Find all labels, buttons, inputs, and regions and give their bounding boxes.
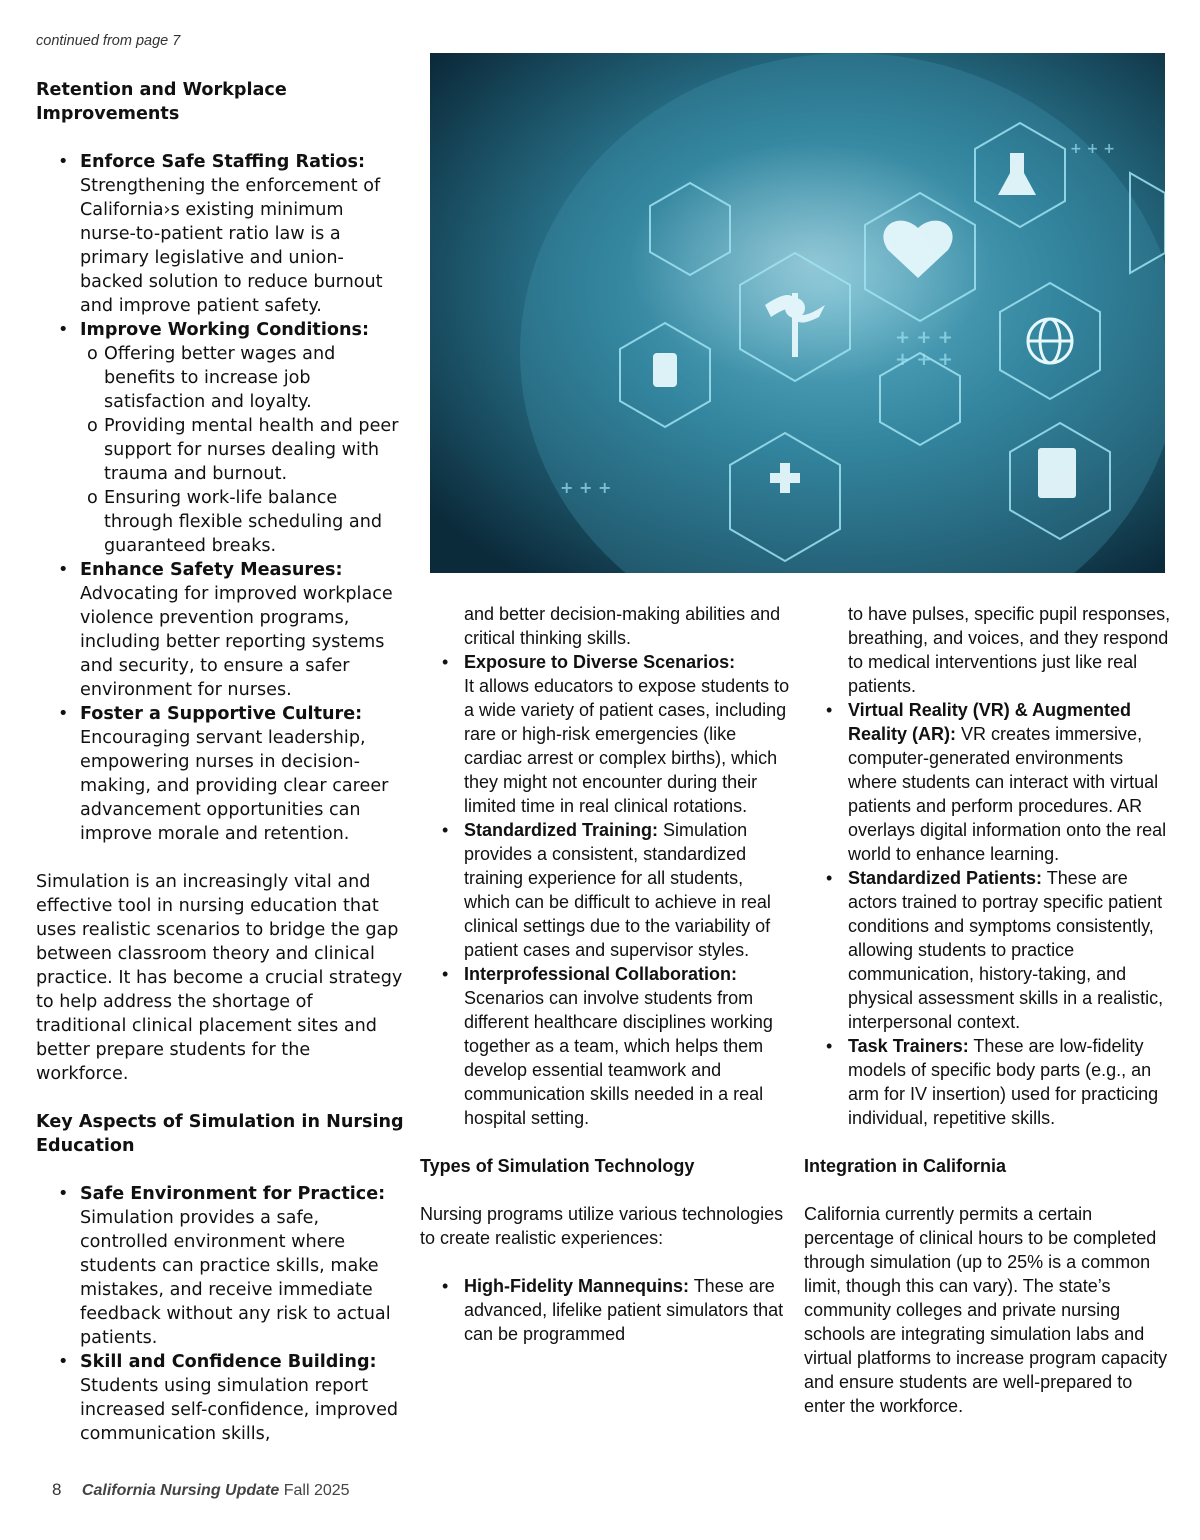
bullet-title: Exposure to Diverse Scenarios: bbox=[464, 652, 736, 672]
bullet-title: High-Fidelity Mannequins: bbox=[464, 1276, 689, 1296]
section-heading-types: Types of Simulation Technology bbox=[420, 1156, 695, 1176]
section-heading-retention: Retention and Workplace Improvements bbox=[36, 80, 287, 124]
list-item bbox=[420, 962, 790, 1130]
bullet-title: Foster a Supportive Culture: bbox=[80, 704, 363, 724]
column-right bbox=[804, 602, 1176, 1418]
list-item bbox=[36, 318, 404, 342]
list-item bbox=[804, 866, 1176, 1034]
svg-text:+ + +: + + + bbox=[895, 327, 953, 348]
bullet-text: Simulation provides a safe, controlled environment where students can practice skills, make mistakes, and receive immediate feedback without any risk to actual patients. bbox=[80, 1208, 391, 1348]
publication-name: California Nursing Update bbox=[81, 1482, 280, 1499]
bullet-title: Standardized Training: bbox=[464, 820, 659, 840]
continued-text: to have pulses, specific pupil responses, breathing, and voices, and they respond to medical interventions just like real patients. bbox=[848, 604, 1171, 696]
bullet-title: Task Trainers: bbox=[848, 1036, 969, 1056]
list-item bbox=[804, 1034, 1176, 1130]
medical-hexagon-illustration bbox=[430, 53, 1165, 573]
svg-text:+ + +: + + + bbox=[1070, 141, 1115, 157]
section-heading-integration: Integration in California bbox=[804, 1156, 1007, 1176]
bullet-title: Skill and Confidence Building: bbox=[80, 1352, 377, 1372]
continued-note: continued from page 7 bbox=[36, 33, 181, 49]
bullet-text: It allows educators to expose students to a wide variety of patient cases, including rare or high-risk emergencies (like cardiac arrest or complex births), which they might not encounter during their limited time in real clinical rotations. bbox=[464, 676, 790, 816]
bullet-text: Scenarios can involve students from different healthcare disciplines working together as a team, which helps them develop essential teamwork and communication skills needed in a real hospital setting. bbox=[464, 988, 773, 1128]
bullet-title: Standardized Patients: bbox=[848, 868, 1043, 888]
bullet-text: Simulation provides a consistent, standardized training experience for all students, which can be difficult to achieve in real clinical settings due to the variability of patient cases and supervisor styles. bbox=[464, 820, 771, 960]
page-footer bbox=[52, 1480, 350, 1500]
sub-item-text: Providing mental health and peer support for nurses dealing with trauma and burnout. bbox=[104, 416, 399, 484]
column-left bbox=[36, 78, 404, 1446]
list-item bbox=[36, 1350, 404, 1446]
sub-item-text: Offering better wages and benefits to increase job satisfaction and loyalty. bbox=[104, 344, 336, 412]
continued-text: and better decision-making abilities and critical thinking skills. bbox=[464, 604, 781, 648]
sub-list-item bbox=[36, 342, 404, 414]
bullet-title: Virtual Reality (VR) & Augmented Reality (AR): bbox=[848, 700, 1132, 744]
bullet-text: Advocating for improved workplace violence prevention programs, including better reporting systems and security, to ensure a safer environment for nurses. bbox=[80, 584, 393, 700]
list-item bbox=[420, 650, 790, 818]
sub-list-item bbox=[36, 486, 404, 558]
clipboard-icon bbox=[1038, 448, 1076, 498]
bullet-title: Enforce Safe Staffing Ratios: bbox=[80, 152, 365, 172]
bullet-text: VR creates immersive, computer-generated environments where students can interact with virtual patients and perform procedures. AR overlays digital information onto the real world to enhance learning. bbox=[848, 724, 1167, 864]
list-item bbox=[36, 150, 404, 318]
issue-label: Fall 2025 bbox=[283, 1482, 350, 1499]
bullet-title: Safe Environment for Practice: bbox=[80, 1184, 386, 1204]
bullet-text: These are low-fidelity models of specific body parts (e.g., an arm for IV insertion) used for practicing individual, repetitive skills. bbox=[848, 1036, 1159, 1128]
bullet-title: Enhance Safety Measures: bbox=[80, 560, 343, 580]
list-item bbox=[804, 698, 1176, 866]
medicine-bottle-icon bbox=[653, 353, 677, 387]
page-number: 8 bbox=[52, 1480, 62, 1499]
illustration-svg bbox=[430, 53, 1165, 573]
column-middle bbox=[420, 602, 790, 1346]
bullet-text: Encouraging servant leadership, empowering nurses in decision-making, and providing clear career advancement opportunities can improve morale and retention. bbox=[80, 728, 389, 844]
paragraph-integration: California currently permits a certain percentage of clinical hours to be completed through simulation (up to 25% is a common limit, though this can vary). The state’s community colleges and private nursing schools are integrating simulation labs and virtual platforms to increase program capacity and ensure students are well-prepared to enter the workforce. bbox=[804, 1204, 1168, 1416]
bullet-title: Interprofessional Collaboration: bbox=[464, 964, 738, 984]
list-item bbox=[420, 1274, 790, 1346]
bullet-text: These are advanced, lifelike patient simulators that can be programmed bbox=[464, 1276, 784, 1344]
svg-text:+ + +: + + + bbox=[560, 478, 612, 497]
list-item bbox=[420, 818, 790, 962]
list-item bbox=[36, 558, 404, 702]
bullet-title: Improve Working Conditions: bbox=[80, 320, 369, 340]
paragraph-simulation: Simulation is an increasingly vital and effective tool in nursing education that uses realistic scenarios to bridge the gap between classroom theory and clinical practice. It has become a crucial strategy to help address the shortage of traditional clinical placement sites and better prepare students for the workforce. bbox=[36, 872, 403, 1084]
sub-list-item bbox=[36, 414, 404, 486]
svg-text:+ + +: + + + bbox=[895, 349, 953, 370]
bullet-text: These are actors trained to portray specific patient conditions and symptoms consistently, allowing students to practice communication, history-taking, and physical assessment skills in a realistic, interpersonal context. bbox=[848, 868, 1164, 1032]
bullet-text: Strengthening the enforcement of California›s existing minimum nurse-to-patient ratio law is a primary legislative and union-backed solution to reduce burnout and improve patient safety. bbox=[80, 176, 383, 316]
paragraph-types: Nursing programs utilize various technologies to create realistic experiences: bbox=[420, 1204, 784, 1248]
bullet-text: Students using simulation report increased self-confidence, improved communication skills, bbox=[80, 1376, 399, 1444]
section-heading-key-aspects: Key Aspects of Simulation in Nursing Education bbox=[36, 1112, 404, 1156]
list-item bbox=[36, 702, 404, 846]
sub-item-text: Ensuring work-life balance through flexible scheduling and guaranteed breaks. bbox=[104, 488, 383, 556]
list-item bbox=[36, 1182, 404, 1350]
